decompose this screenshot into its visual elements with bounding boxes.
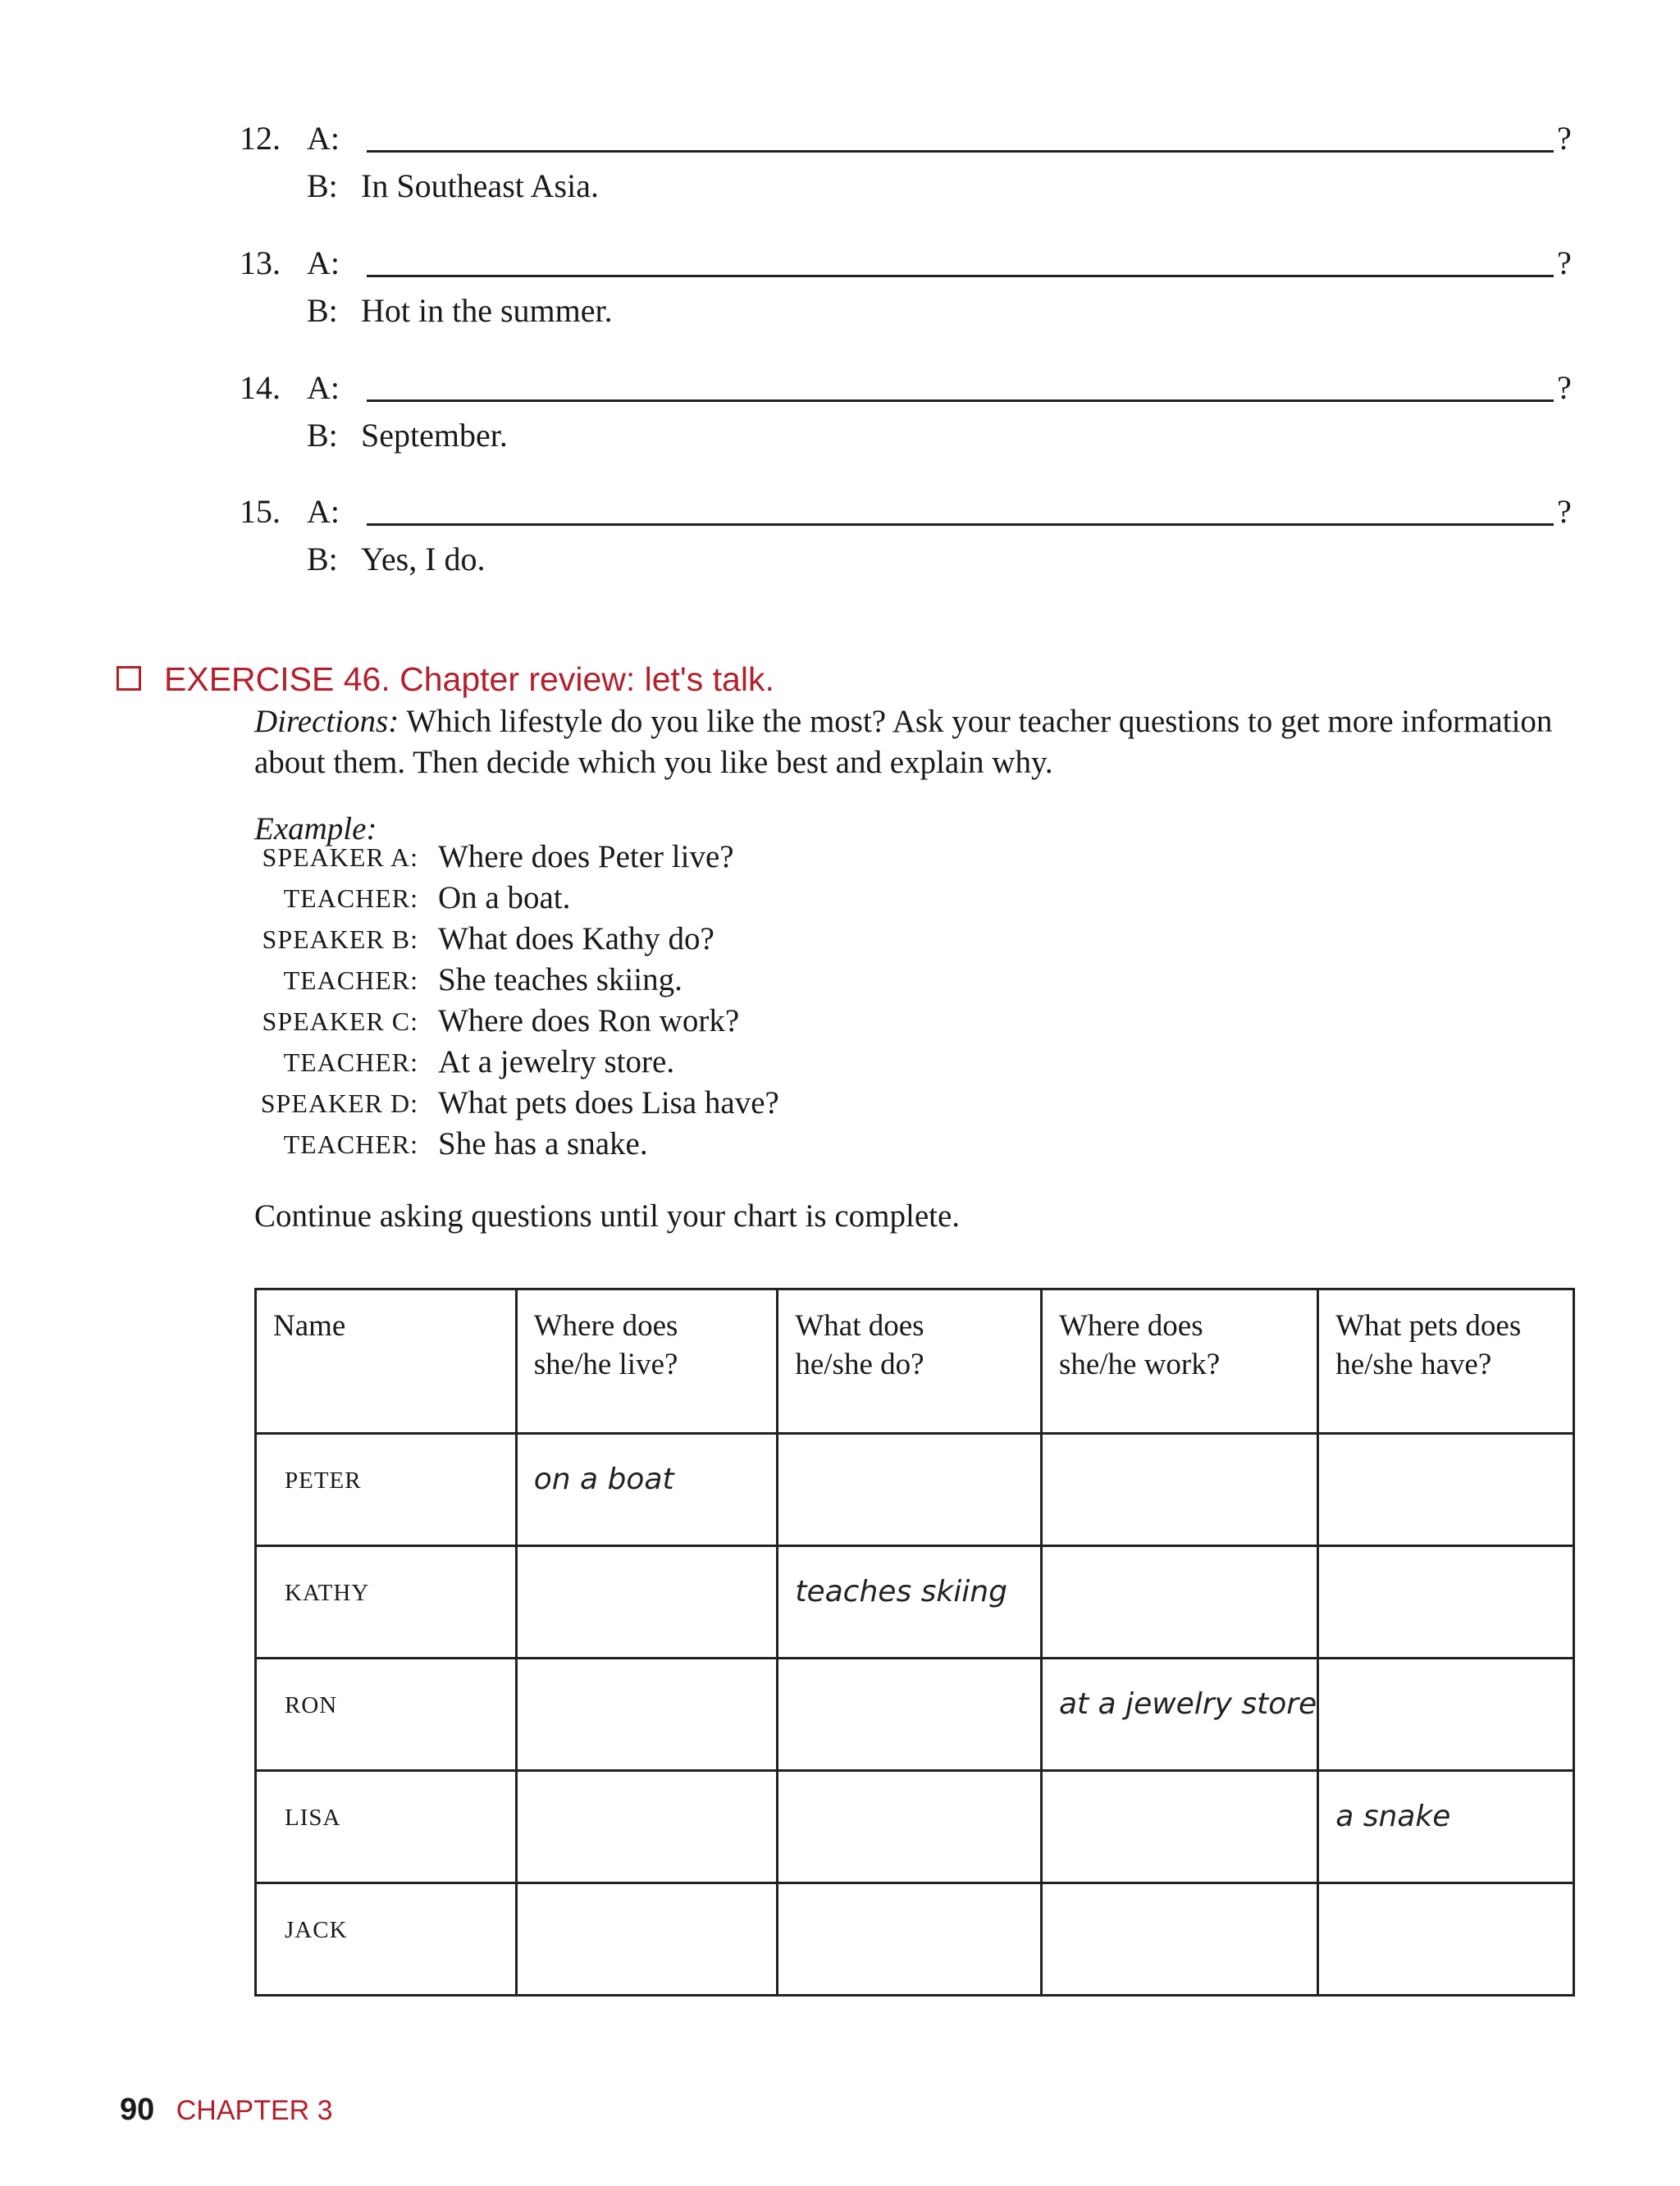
table-cell[interactable]	[778, 1434, 1042, 1546]
dialogue-speaker: TEACHER:	[283, 1130, 418, 1159]
table-cell[interactable]	[1041, 1546, 1317, 1659]
answer-blank-line[interactable]	[367, 150, 1554, 153]
dialogue-line	[0, 1124, 1680, 1165]
dialogue-text: She has a snake.	[438, 1126, 648, 1161]
dialogue-line	[0, 1083, 1680, 1124]
table-cell[interactable]	[778, 1883, 1042, 1996]
dialogue-line	[0, 1042, 1680, 1083]
dialogue-speaker: SPEAKER C:	[262, 1006, 418, 1036]
row-name: KATHY	[256, 1546, 517, 1659]
question-number: 12.	[240, 120, 281, 157]
table-cell[interactable]: at a jewelry store	[1041, 1659, 1317, 1771]
dialogue-speaker: SPEAKER D:	[260, 1088, 418, 1118]
dialogue-speaker: TEACHER:	[283, 1047, 418, 1077]
header-line: What pets does	[1335, 1309, 1522, 1343]
continue-instructions: Continue asking questions until your chart is complete.	[254, 1198, 961, 1234]
header-line: he/she have?	[1335, 1348, 1492, 1381]
question-number: 15.	[240, 493, 281, 530]
table-cell[interactable]	[1318, 1659, 1574, 1771]
dialogue-speaker: TEACHER:	[283, 883, 418, 913]
question-13	[0, 244, 1680, 350]
question-12	[0, 119, 1680, 226]
lifestyle-chart	[254, 1288, 1575, 1997]
table-row	[256, 1659, 1574, 1771]
page-number: 90	[120, 2092, 155, 2127]
table-cell[interactable]: a snake	[1318, 1771, 1574, 1883]
speaker-b-answer: In Southeast Asia.	[361, 167, 599, 204]
dialogue-line	[0, 878, 1680, 919]
question-mark: ?	[1557, 369, 1572, 406]
dialogue-text: Where does Ron work?	[438, 1003, 740, 1038]
speaker-a-label: A:	[307, 493, 340, 530]
speaker-b-label: B:	[307, 417, 338, 454]
speaker-a-label: A:	[307, 369, 340, 406]
dialogue-text: She teaches skiing.	[438, 962, 682, 997]
dialogue-line	[0, 1001, 1680, 1042]
answer-blank-line[interactable]	[367, 523, 1554, 526]
header-line: Where does	[533, 1309, 678, 1343]
page-footer	[120, 2092, 333, 2128]
row-name: JACK	[256, 1883, 517, 1996]
column-header-name	[256, 1289, 517, 1434]
speaker-b-answer: Hot in the summer.	[361, 292, 613, 329]
row-name: LISA	[256, 1771, 517, 1883]
speaker-b-label: B:	[307, 292, 338, 329]
question-mark: ?	[1557, 120, 1572, 157]
table-row	[256, 1883, 1574, 1996]
question-15	[0, 492, 1680, 599]
directions-text: Which lifestyle do you like the most? Ask your teacher questions to get more information about them. Then decide which you like best and explain why.	[254, 704, 1553, 780]
row-name: RON	[256, 1659, 517, 1771]
speaker-b-answer: September.	[361, 417, 508, 454]
row-name: PETER	[256, 1434, 517, 1546]
table-cell[interactable]	[516, 1546, 778, 1659]
speaker-b-label: B:	[307, 541, 338, 577]
question-number: 13.	[240, 244, 281, 281]
speaker-b-label: B:	[307, 167, 338, 204]
dialogue-text: On a boat.	[438, 880, 571, 915]
question-mark: ?	[1557, 244, 1572, 281]
table-cell[interactable]	[1041, 1434, 1317, 1546]
header-line: she/he work?	[1058, 1348, 1221, 1381]
directions	[254, 701, 1575, 783]
table-cell[interactable]: teaches skiing	[778, 1546, 1042, 1659]
directions-label: Directions:	[254, 704, 399, 739]
header-line: she/he live?	[533, 1348, 678, 1381]
table-cell[interactable]	[516, 1659, 778, 1771]
table-cell[interactable]	[1318, 1546, 1574, 1659]
table-row	[256, 1546, 1574, 1659]
chapter-label: CHAPTER 3	[176, 2095, 333, 2126]
question-mark: ?	[1557, 493, 1572, 530]
header-line: Name	[273, 1309, 346, 1343]
table-cell[interactable]	[778, 1659, 1042, 1771]
header-line: Where does	[1058, 1309, 1203, 1343]
table-cell[interactable]	[1318, 1883, 1574, 1996]
table-cell[interactable]: on a boat	[516, 1434, 778, 1546]
dialogue-speaker: SPEAKER B:	[262, 924, 418, 954]
header-line: What does	[795, 1309, 924, 1343]
table-row	[256, 1771, 1574, 1883]
dialogue-line	[0, 919, 1680, 960]
column-header-live	[516, 1289, 778, 1434]
dialogue-line	[0, 837, 1680, 878]
table-cell[interactable]	[1318, 1434, 1574, 1546]
dialogue-speaker: SPEAKER A:	[262, 842, 418, 872]
header-line: he/she do?	[795, 1348, 924, 1381]
dialogue-speaker: TEACHER:	[283, 965, 418, 995]
dialogue-text: What pets does Lisa have?	[438, 1085, 779, 1120]
dialogue-text: At a jewelry store.	[438, 1044, 675, 1079]
answer-blank-line[interactable]	[367, 275, 1554, 277]
question-14	[0, 368, 1680, 475]
column-header-do	[778, 1289, 1042, 1434]
speaker-b-answer: Yes, I do.	[361, 541, 486, 577]
dialogue-text: What does Kathy do?	[438, 921, 714, 956]
dialogue-line	[0, 960, 1680, 1001]
example-label: Example:	[254, 811, 377, 847]
speaker-a-label: A:	[307, 244, 340, 281]
column-header-pets	[1318, 1289, 1574, 1434]
table-cell[interactable]	[1041, 1883, 1317, 1996]
table-cell[interactable]	[1041, 1771, 1317, 1883]
column-header-work	[1041, 1289, 1317, 1434]
table-cell[interactable]	[516, 1883, 778, 1996]
checkbox-icon[interactable]	[116, 666, 141, 691]
answer-blank-line[interactable]	[367, 399, 1554, 402]
dialogue-text: Where does Peter live?	[438, 839, 734, 874]
exercise-title: EXERCISE 46. Chapter review: let's talk.	[164, 660, 774, 698]
table-cell[interactable]	[778, 1771, 1042, 1883]
table-row	[256, 1434, 1574, 1546]
speaker-a-label: A:	[307, 120, 340, 157]
table-header-row	[256, 1289, 1574, 1434]
table-cell[interactable]	[516, 1771, 778, 1883]
question-number: 14.	[240, 369, 281, 406]
